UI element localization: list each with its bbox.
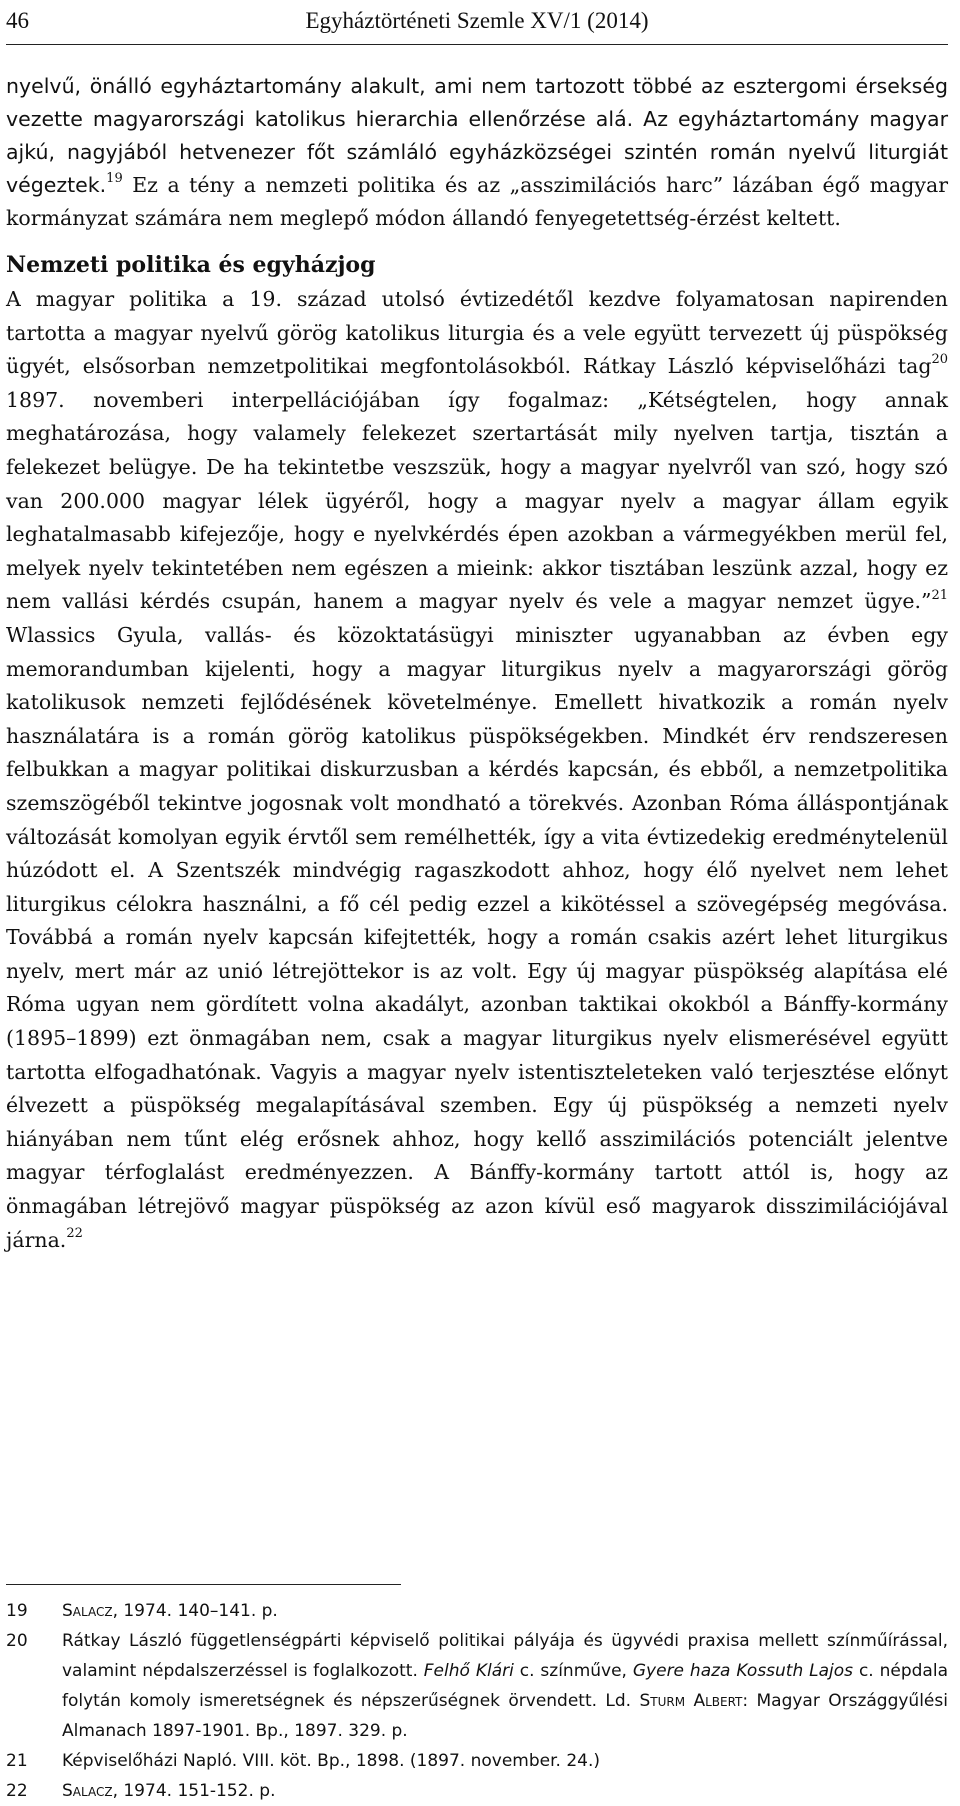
footnote-21: [6, 1746, 948, 1776]
page-number: 46: [6, 8, 29, 33]
footnote-author: Sturm Albert: [639, 1691, 743, 1711]
footnote-title-italic: Gyere haza Kossuth Lajos: [632, 1661, 854, 1681]
footnote-separator: [6, 1584, 401, 1585]
page-header: [6, 2, 948, 45]
main-text: [6, 70, 948, 1257]
footnote-text: , 1974. 140–141. p.: [112, 1601, 278, 1621]
footnote-number: 22: [6, 1781, 28, 1801]
footnote-ref-20[interactable]: 20: [931, 352, 948, 368]
section-text-2: 1897. novemberi interpellációjában így fogalmaz: „Kétségtelen, hogy annak meghatározása, hogy valamely felekezet szertartását mily nyelven tartja, tisztán a felekezet belügye. De ha tekintetbe veszszük, hogy a magyar nyelvről van szó, hogy szó van 200.000 magyar lélek ügyéről, hogy a magyar nyelv a magyar állam egyik leghatalmasabb kifejezője, hogy e nyelvkérdés épen azokban a vármegyékben merül fel, melyek nyelv tekintetében nem egészen a mieink: akkor tisztában leszünk azzal, hogy ez nem vallási kérdés csupán, hanem a magyar nyelv és vele a magyar nemzet ügye.”: [6, 387, 948, 614]
footnote-text: , 1974. 151-152. p.: [112, 1781, 276, 1801]
footnote-text: c. színműve,: [513, 1661, 633, 1681]
section-heading: Nemzeti politika és egyházjog: [6, 252, 376, 278]
footnote-number: 19: [6, 1601, 28, 1621]
footnote-author: Salacz: [62, 1601, 113, 1621]
footnote-19: [6, 1596, 948, 1626]
footnote-ref-21[interactable]: 21: [931, 587, 948, 603]
section-text-1: A magyar politika a 19. század utolsó évtizedétől kezdve folyamatosan napirenden tartotta a magyar nyelvű görög katolikus liturgia és a vele együtt tervezett új püspökség ügyét, elsősorban nemzetpolitikai megfontolásokból. Rátkay László képviselőházi tag: [6, 287, 948, 379]
intro-paragraph: [6, 70, 948, 235]
section-paragraph: [6, 283, 948, 1257]
footnote-text: Képviselőházi Napló. VIII. köt. Bp., 1898. (1897. november. 24.): [62, 1751, 601, 1771]
footnote-20: [6, 1626, 948, 1746]
intro-text-1: nyelvű, önálló egyháztartomány alakult, ami nem tartozott többé az esztergomi érsekség vezette magyarországi katolikus hierarchia ellenőrzése alá. Az egyháztartomány magyar ajkú, nagyjából hetvenezer főt számláló egyházközségei szintén román nyelvű liturgiát végeztek.: [6, 74, 948, 197]
footnote-text: Rátkay László függetlenségpárti képviselő politikai pályája és ügyvédi praxisa mellett színműírással, valamint népdalszerzéssel is foglalkozott.: [62, 1631, 948, 1681]
footnote-22: [6, 1776, 948, 1806]
footnote-author: Salacz: [62, 1781, 113, 1801]
footnote-ref-19[interactable]: 19: [106, 171, 123, 187]
footnote-number: 20: [6, 1631, 28, 1651]
footnote-text: : Magyar Országgyűlési Almanach 1897-1901. Bp., 1897. 329. p.: [62, 1691, 948, 1741]
footnote-title-italic: Felhő Klári: [423, 1661, 514, 1681]
section-text-3: Wlassics Gyula, vallás- és közoktatásügyi miniszter ugyanabban az évben egy memorandumban kijelenti, hogy a magyar liturgikus nyelv a magyarországi görög katolikusok nemzeti fejlődésének követelménye. Emellett hivatkozik a román nyelv használatára is a román görög katolikus püspökségekben. Mindkét érv rendszeresen felbukkan a magyar politikai diskurzusban a kérdés kapcsán, és ebből, a nemzetpolitika szemszögéből tekintve jogosnak volt mondható a törekvés. Azonban Róma álláspontjának változását komolyan egyik érvtől sem remélhették, így a vita évtizedekig eredménytelenül húzódott el. A Szentszék mindvégig ragaszkodott ahhoz, hogy élő nyelvet nem lehet liturgikus célokra használni, a fő cél pedig ezzel a kikötéssel a szövegépség megóvása. Továbbá a román nyelv kapcsán kifejtették, hogy a román csakis azért lehet liturgikus nyelv, mert már az unió létrejöttekor is az volt. Egy új magyar püspökség alapítása elé Róma ugyan nem gördített volna akadályt, azonban taktikai okokból a Bánffy-kormány (1895–1899) ezt önmagában nem, csak a magyar liturgikus nyelv elismerésével együtt tartotta elfogadhatónak. Vagyis a magyar nyelv istentiszteleteken való terjesztése előnyt élvezett a püspökség megalapításával szemben. Egy új püspökség a nemzeti nyelv hiányában nem tűnt elég erősnek ahhoz, hogy kellő asszimilációs potenciált jelentve magyar térfoglalást eredményezzen. A Bánffy-kormány tartott attól is, hogy az önmagában létrejövő magyar püspökség az azon kívül eső magyarok disszimilációjával járna.: [6, 622, 948, 1252]
journal-title: Egyháztörténeti Szemle XV/1 (2014): [305, 8, 649, 33]
footnote-text: c. népdala folytán komoly ismeretségnek és népszerűségnek örvendett. Ld.: [62, 1661, 948, 1711]
intro-text-2: Ez a tény a nemzeti politika és az „asszimilációs harc” lázában égő magyar kormányzat számára nem meglepő módon állandó fenyegetettség-érzést keltett.: [6, 173, 948, 230]
footnotes: [6, 1596, 948, 1806]
footnote-number: 21: [6, 1751, 28, 1771]
footnote-ref-22[interactable]: 22: [66, 1225, 83, 1241]
